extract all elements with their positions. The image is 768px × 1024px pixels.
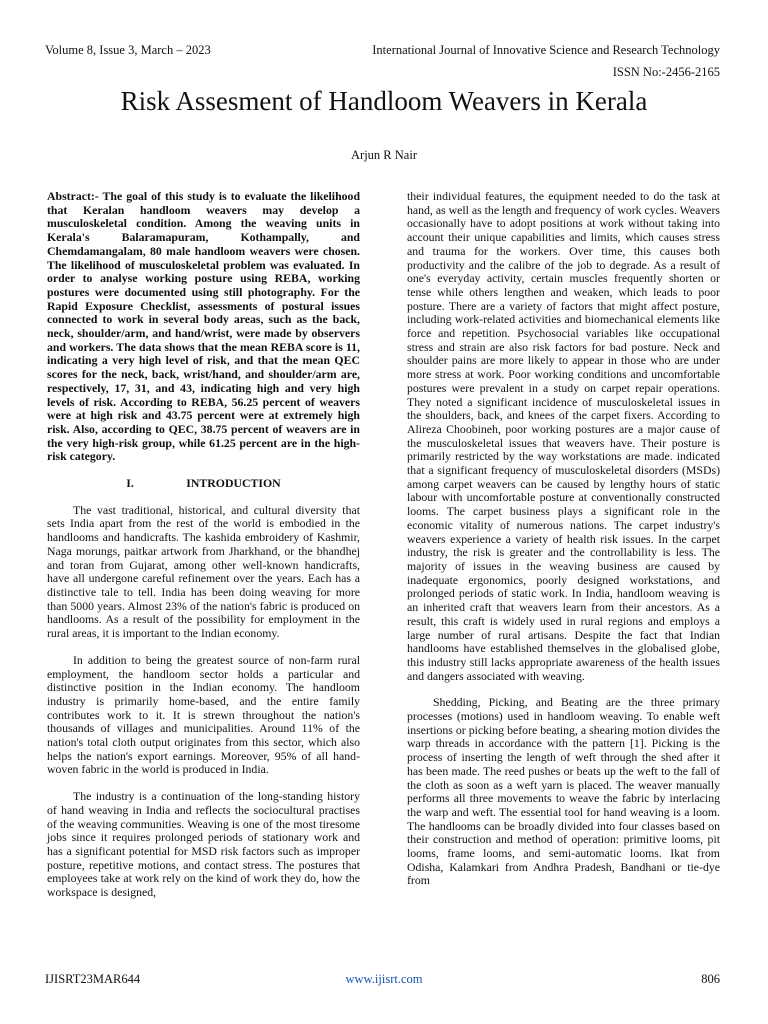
paragraph: their individual features, the equipment needed to do the task at hand, as well as the length and frequency of work cycles. Weavers occasionally have to adopt positions at work without taking into account their unique capabilities and limits, which causes stress and trauma for the workers. Over time, this causes both productivity and the calibre of the job to degrade. As a result of one's everyday activity, certain muscles frequently shorten or tense while others lengthen and weaken, which leads to poor posture. There are a variety of factors that might affect posture, including work-related activities and biomechanical elements like force and repetition. Psychosocial variables like occupational stress and strain are also risk factors for bad posture. Neck and shoulder pains are more likely to appear in those who are under more stress at work. Poor working conditions and uncomfortable postures were prevalent in a study on carpet repair operations. They noted a significant incidence of musculoskeletal issues in the shoulders, back, and knees of the carpet fixers. According to Alireza Choobineh, poor working postures are a major cause of the musculoskeletal issues that weavers have. Their posture is primarily restricted by the way workstations are made. indicated that a significant frequency of musculoskeletal disorders (MSDs) among carpet weavers can be caused by lengthy hours of static labour with uncomfortable posture at conventionally constructed looms. The carpet business plays a significant role in the economic vitality of numerous nations. The carpet industry's weavers experience a variety of health risk issues. In the carpet industry, the risk is greater and the controllability is less. The majority of issues in the weaving business are caused by inadequate ergonomics, poorly designed workstations, and prolonged periods of static work. In India, handloom weaving is an inherited craft that weavers learn from their ancestors. As a result, this craft is widely used in rural regions and employs a large number of rural artisans. Despite the fact that Indian handlooms have established themselves in the globalised globe, this industry still lacks appropriate awareness of the health issues and dangers associated with weaving.: [407, 189, 720, 683]
paragraph: The vast traditional, historical, and cultural diversity that sets India apart from the rest of the world is embodied in the handlooms and handicrafts. The kashida embroidery of Kashmir, Naga morungs, paitkar artwork from Jharkhand, or the bhandhej and toran from Gujarat, among other well-known handicrafts, have all undergone careful refinement over the years. Each has a distinctive tale to tell. India has been doing weaving for more than 5000 years. Almost 23% of the nation's fabric is produced on handlooms. As a result of the possibility for employment in the rural areas, it is important to the Indian economy.: [47, 502, 360, 641]
section-heading: [47, 477, 360, 491]
section-title: INTRODUCTION: [186, 476, 281, 491]
left-column: [47, 190, 360, 900]
paragraph: In addition to being the greatest source of non-farm rural employment, the handloom sector holds a particular and distinctive position in the Indian economy. The handloom industry is primarily home-based, and the entire family contributes work to it. It is strewn throughout the nation's thousands of villages and municipalities. Around 11% of the nation's total cloth output originates from this sector, which also helps the nation's export earnings. Moreover, 95% of all hand-woven fabric in the world is produced in India.: [47, 652, 360, 777]
paragraph: The industry is a continuation of the long-standing history of hand weaving in India and reflects the sociocultural practises of the weaving communities. Weaving is one of the most tiresome jobs since it requires prolonged periods of stationary work and has a significant potential for MSD risk factors such as improper posture, repetitive motions, and contact stress. The postures that employees take at work rely on the kind of work they do, how the workspace is designed,: [47, 789, 360, 900]
paper-title: Risk Assesment of Handloom Weavers in Kerala: [120, 86, 648, 116]
header-journal: International Journal of Innovative Science and Research Technology: [372, 43, 720, 57]
paragraph: Shedding, Picking, and Beating are the three primary processes (motions) used in handloom weaving. To enable weft insertions or picking before beating, a shearing motion divides the warp threads in accordance with the pattern [1]. Picking is the process of inserting the length of weft through the shed after it has been made. The reed pushes or beats up the weft to the fall of the cloth as soon as a weft yarn is placed. The weaver manually performs all three movements to weave the fabric by interlacing the warp and weft. The essential tool for hand weaving is a loom. The handlooms can be broadly divided into four classes based on their construction and method of operation: primitive looms, pit looms, frame looms, and semi-automatic looms. Ikat from Odisha, Kalamkari from Andhra Pradesh, Bandhani or tie-dye from: [407, 695, 720, 888]
footer-url-link[interactable]: www.ijisrt.com: [345, 972, 423, 986]
section-number: I.: [126, 476, 134, 491]
right-column: [407, 190, 720, 888]
abstract: Abstract:- The goal of this study is to evaluate the likelihood that Keralan handloom weavers may develop a musculoskeletal condition. Among the weaving units in Kerala's Balaramapuram, Kothampally, and Chemdamangalam, 80 male handloom weavers were chosen. The likelihood of musculoskeletal problem was evaluated. In order to analyse working posture using REBA, working postures were documented using still photography. For the Rapid Exposure Checklist, assessments of postural issues connected to work in several body areas, such as the back, neck, shoulder/arm, and hand/wrist, were made by observers and workers. The data shows that the mean REBA score is 11, indicating a very high level of risk, and that the mean QEC scores for the neck, back, wrist/hand, and shoulder/arm are, respectively, 17, 31, and 43, indicating high and very high levels of risk. According to REBA, 56.25 percent of weavers were at high risk and 43.75 percent were at extremely high risk. Also, according to QEC, 38.75 percent of weavers are in the very high-risk group, while 61.25 percent are in the high-risk category.: [47, 189, 360, 464]
header-volume: Volume 8, Issue 3, March – 2023: [45, 43, 211, 57]
author-name: Arjun R Nair: [351, 148, 417, 162]
page-number: 806: [701, 972, 720, 986]
footer-code: IJISRT23MAR644: [45, 972, 141, 986]
header-issn: ISSN No:-2456-2165: [612, 65, 720, 79]
